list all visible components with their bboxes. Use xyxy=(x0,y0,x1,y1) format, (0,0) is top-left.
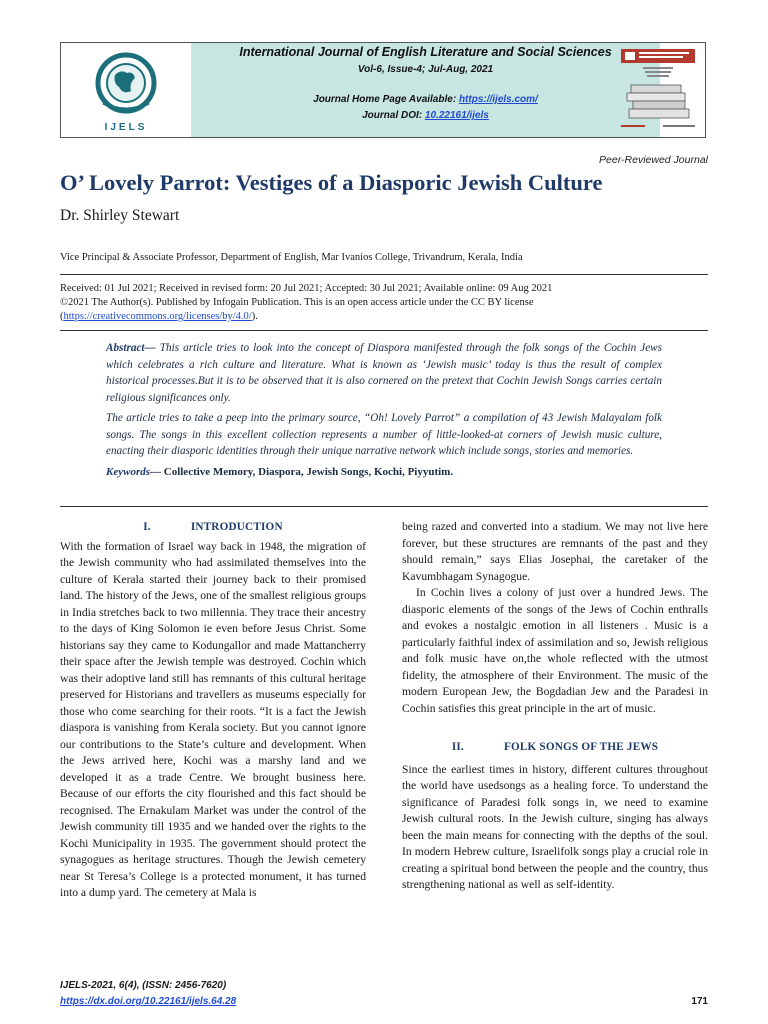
volume-info: Vol-6, Issue-4; Jul-Aug, 2021 xyxy=(357,64,494,75)
header-banner xyxy=(191,43,660,137)
page-footer xyxy=(60,980,708,1007)
section-heading-folk-songs: II. FOLK SONGS OF THE JEWS xyxy=(451,741,659,753)
journal-logo xyxy=(63,45,189,135)
license-line: (https://creativecommons.org/licenses/by/4.0/). xyxy=(60,311,258,322)
author-name: Dr. Shirley Stewart xyxy=(60,207,180,224)
homepage-link[interactable]: https://ijels.com/ xyxy=(458,94,538,105)
abstract-p2: The article tries to take a peep into the primary source, “Oh! Lovely Parrot” a compilation of 43 Jewish Malayalam folk songs. The songs in this excellent collection represents a number of little-looked-at corners of Jewish music culture, enacting their diasporic identities through their unique narrative network which include songs, stories and memories. xyxy=(106,412,662,457)
author-affiliation: Vice Principal & Associate Professor, Department of English, Mar Ivanios College, Trivandrum, Kerala, India xyxy=(60,252,523,263)
abstract xyxy=(106,340,662,480)
svg-text:IJELS: IJELS xyxy=(104,122,148,133)
received-dates: Received: 01 Jul 2021; Received in revised form: 20 Jul 2021; Accepted: 30 Jul 2021; Available online: 09 Aug 2021 xyxy=(60,283,553,294)
keywords: Keywords— Collective Memory, Diaspora, Jewish Songs, Kochi, Piyyutim. xyxy=(106,465,454,478)
license-link[interactable]: https://creativecommons.org/licenses/by/4.0/ xyxy=(63,311,252,322)
body-paragraph: Since the earliest times in history, different cultures throughout the world have usedsongs as a healing force. To understand the significance of Paradesi folk songs in, we need to examine Jewish cultural roots. In the Jewish culture, singing has always been the main means for connecting with the depths of the soul. In modern Hebrew culture, Israelifolk songs play a crucial role in creating a spiritual bond between the people and the country, thus strengthening national as well as self-identity. xyxy=(402,762,708,891)
doi-line: Journal DOI: 10.22161/ijels xyxy=(362,110,489,121)
abstract-p1: Abstract— This article tries to look into the concept of Diaspora manifested through the folk songs of the Cochin Jews which celebrates a rich culture and literature. What is known as ‘Jewish music’ today is thus the result of complex historical processes.But it is to be observed that it is also cornered on the pretext that Cochin Jewish Songs carries certain religious significances only. xyxy=(106,342,662,404)
journal-doi-link[interactable]: 10.22161/ijels xyxy=(424,110,489,121)
intro-paragraph: With the formation of Israel way back in 1948, the migration of the Jewish community who had assimilated themselves into the culture of Kerala started their journey back to their promised land. The history of the Jews, one of the smallest religious groups in India stretches back to two millennia. They trace their ancestry to the days of King Solomon ie even before Jesus Christ. Some historians say they came to Kodungallor and made Mattancherry their space after the Jewish temple was destroyed. Cochin which was their adoptive land still has remnants of this cultural heritage preserved for Historians and travellers as museums especially for those who come searching for their roots. “It is a fact the Jewish diaspora is vanishing from Kerala society. But you cannot ignore our contributions to the State’s culture and development. When the Jews arrived here, Kochi was a marshy land and we developed it as a trade Centre. We brought business here. Because of our efforts the city flourished and this fact should be recognised. The Ernakulam Market was under the control of the Jewish community till 1935 and we handed over the rights to the Kochi Municipality in 1935. The government should protect the synagogues as heritage structures. Though the Jewish cemetery near St Teresa’s College is a protected monument, it has turned into a dump yard. The cemetery at Mala is xyxy=(60,539,366,899)
body-paragraph: In Cochin lives a colony of just over a hundred Jews. The diasporic elements of the songs of the Jews of Cochin enthralls and evokes a nostalgic emotion in all listeners . Music is a particularly faithful index of assimilation and so, Jewish religious and folk music have on,the whole reflected with the utmost fidelity, the atmosphere of their Environment. The music of the modern European Jew, the Bogdadian Jew and the Paradesi in Cochin satisfies this great principle in the art of music. xyxy=(402,586,708,715)
article-dates xyxy=(60,282,708,324)
divider xyxy=(60,506,708,507)
section-heading-introduction: I. INTRODUCTION xyxy=(143,521,283,533)
article-title: O’ Lovely Parrot: Vestiges of a Diasporic Jewish Culture xyxy=(60,170,603,195)
column-left xyxy=(60,519,366,902)
journal-cover-image xyxy=(613,45,703,135)
journal-name: International Journal of English Literature and Social Sciences xyxy=(239,45,612,59)
body-paragraph: being razed and converted into a stadium. We may not live here forever, but these structures are remnants of the past and they should remain,” says Elias Josephai, the caretaker of the Kavumbhagam Synagogue. xyxy=(402,520,708,583)
page-number: 171 xyxy=(691,996,708,1007)
divider xyxy=(60,330,708,331)
copyright-line: ©2021 The Author(s). Published by Infogain Publication. This is an open access article under the CC BY license xyxy=(60,297,534,308)
journal-header xyxy=(60,42,706,138)
homepage-line: Journal Home Page Available: https://ijels.com/ xyxy=(313,94,538,105)
peer-reviewed-label: Peer-Reviewed Journal xyxy=(599,154,708,166)
citation: IJELS-2021, 6(4), (ISSN: 2456-7620) xyxy=(60,980,227,991)
column-right xyxy=(402,519,708,894)
divider xyxy=(60,274,708,275)
article-doi-link[interactable]: https://dx.doi.org/10.22161/ijels.64.28 xyxy=(60,996,237,1007)
